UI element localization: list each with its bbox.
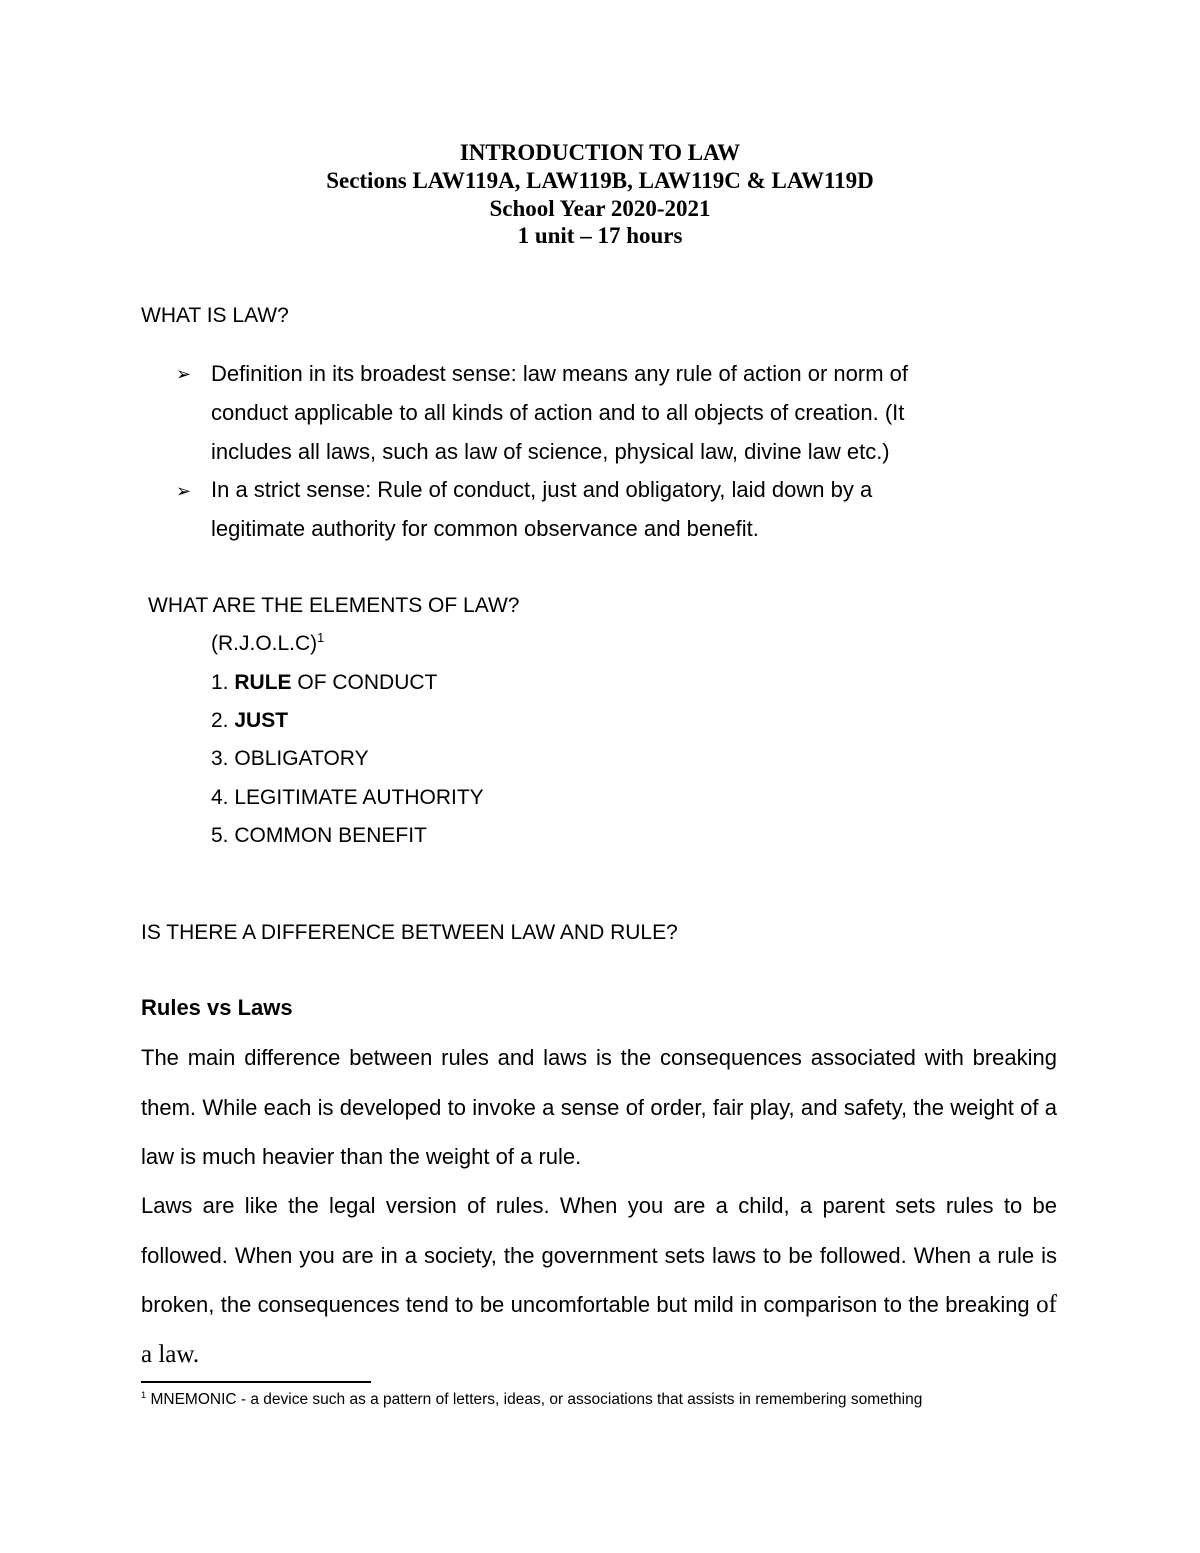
element-number: 1. [211,671,235,694]
difference-heading: IS THERE A DIFFERENCE BETWEEN LAW AND RULE? [141,921,678,944]
element-text: OF CONDUCT [291,671,438,694]
element-number: 5. [211,824,235,847]
difference-paragraph-1: The main difference between rules and laws is the consequences associated with breaking them. While each is developed to invoke a sense of order, fair play, and safety, the weight of a law is much heavier than the weight of a rule. [141,1045,1057,1169]
element-item [211,747,369,771]
element-item [211,786,484,810]
element-number: 2. [211,709,235,732]
bullet1-line2: conduct applicable to all kinds of action and to all objects of creation. (It [211,400,905,425]
rules-vs-laws-subheading: Rules vs Laws [141,995,293,1020]
course-units: 1 unit – 17 hours [517,223,683,248]
footnote-marker: 1 [141,1389,147,1400]
footnote-text: MNEMONIC - a device such as a pattern of letters, ideas, or associations that assists in remembering something [146,1391,923,1408]
element-text: COMMON BENEFIT [234,824,427,847]
what-is-law-heading: WHAT IS LAW? [141,304,289,327]
document-title: INTRODUCTION TO LAW [459,140,741,165]
paragraph-2-text: Laws are like the legal version of rules. When you are a child, a parent sets rules to be followed. When you are in a society, the government sets laws to be followed. When a rule is broken, the consequences tend to be uncomfortable but mild in comparison to the breaking [141,1193,1057,1317]
element-number: 4. [211,786,235,809]
element-item [211,824,427,848]
element-item [211,709,288,733]
bullet2-line2: legitimate authority for common observance and benefit. [211,516,759,541]
bullet1-line3: includes all laws, such as law of science, physical law, divine law etc.) [211,439,890,464]
footnote [141,1391,922,1409]
bullet2-line1: In a strict sense: Rule of conduct, just and obligatory, laid down by a [211,477,873,502]
bullet-arrow-icon: ➢ [176,481,192,502]
school-year: School Year 2020-2021 [489,196,711,221]
bullet1-line1: Definition in its broadest sense: law means any rule of action or norm of [211,361,909,386]
footnote-reference[interactable]: 1 [317,631,325,645]
difference-paragraph-2 [141,1181,1057,1379]
course-sections: Sections LAW119A, LAW119B, LAW119C & LAW119D [326,168,874,193]
bullet-arrow-icon: ➢ [176,364,192,385]
element-text: LEGITIMATE AUTHORITY [234,786,484,809]
element-number: 3. [211,747,235,770]
element-bold-text: RULE [234,671,292,694]
element-item [211,671,437,695]
element-text: OBLIGATORY [234,747,369,770]
mnemonic-text: (R.J.O.L.C) [211,632,318,655]
elements-mnemonic [211,632,324,656]
elements-heading: WHAT ARE THE ELEMENTS OF LAW? [148,594,520,617]
paragraph-2-tail: of a law. [141,1291,1057,1368]
element-bold-text: JUST [234,709,289,732]
footnote-separator [141,1381,371,1383]
